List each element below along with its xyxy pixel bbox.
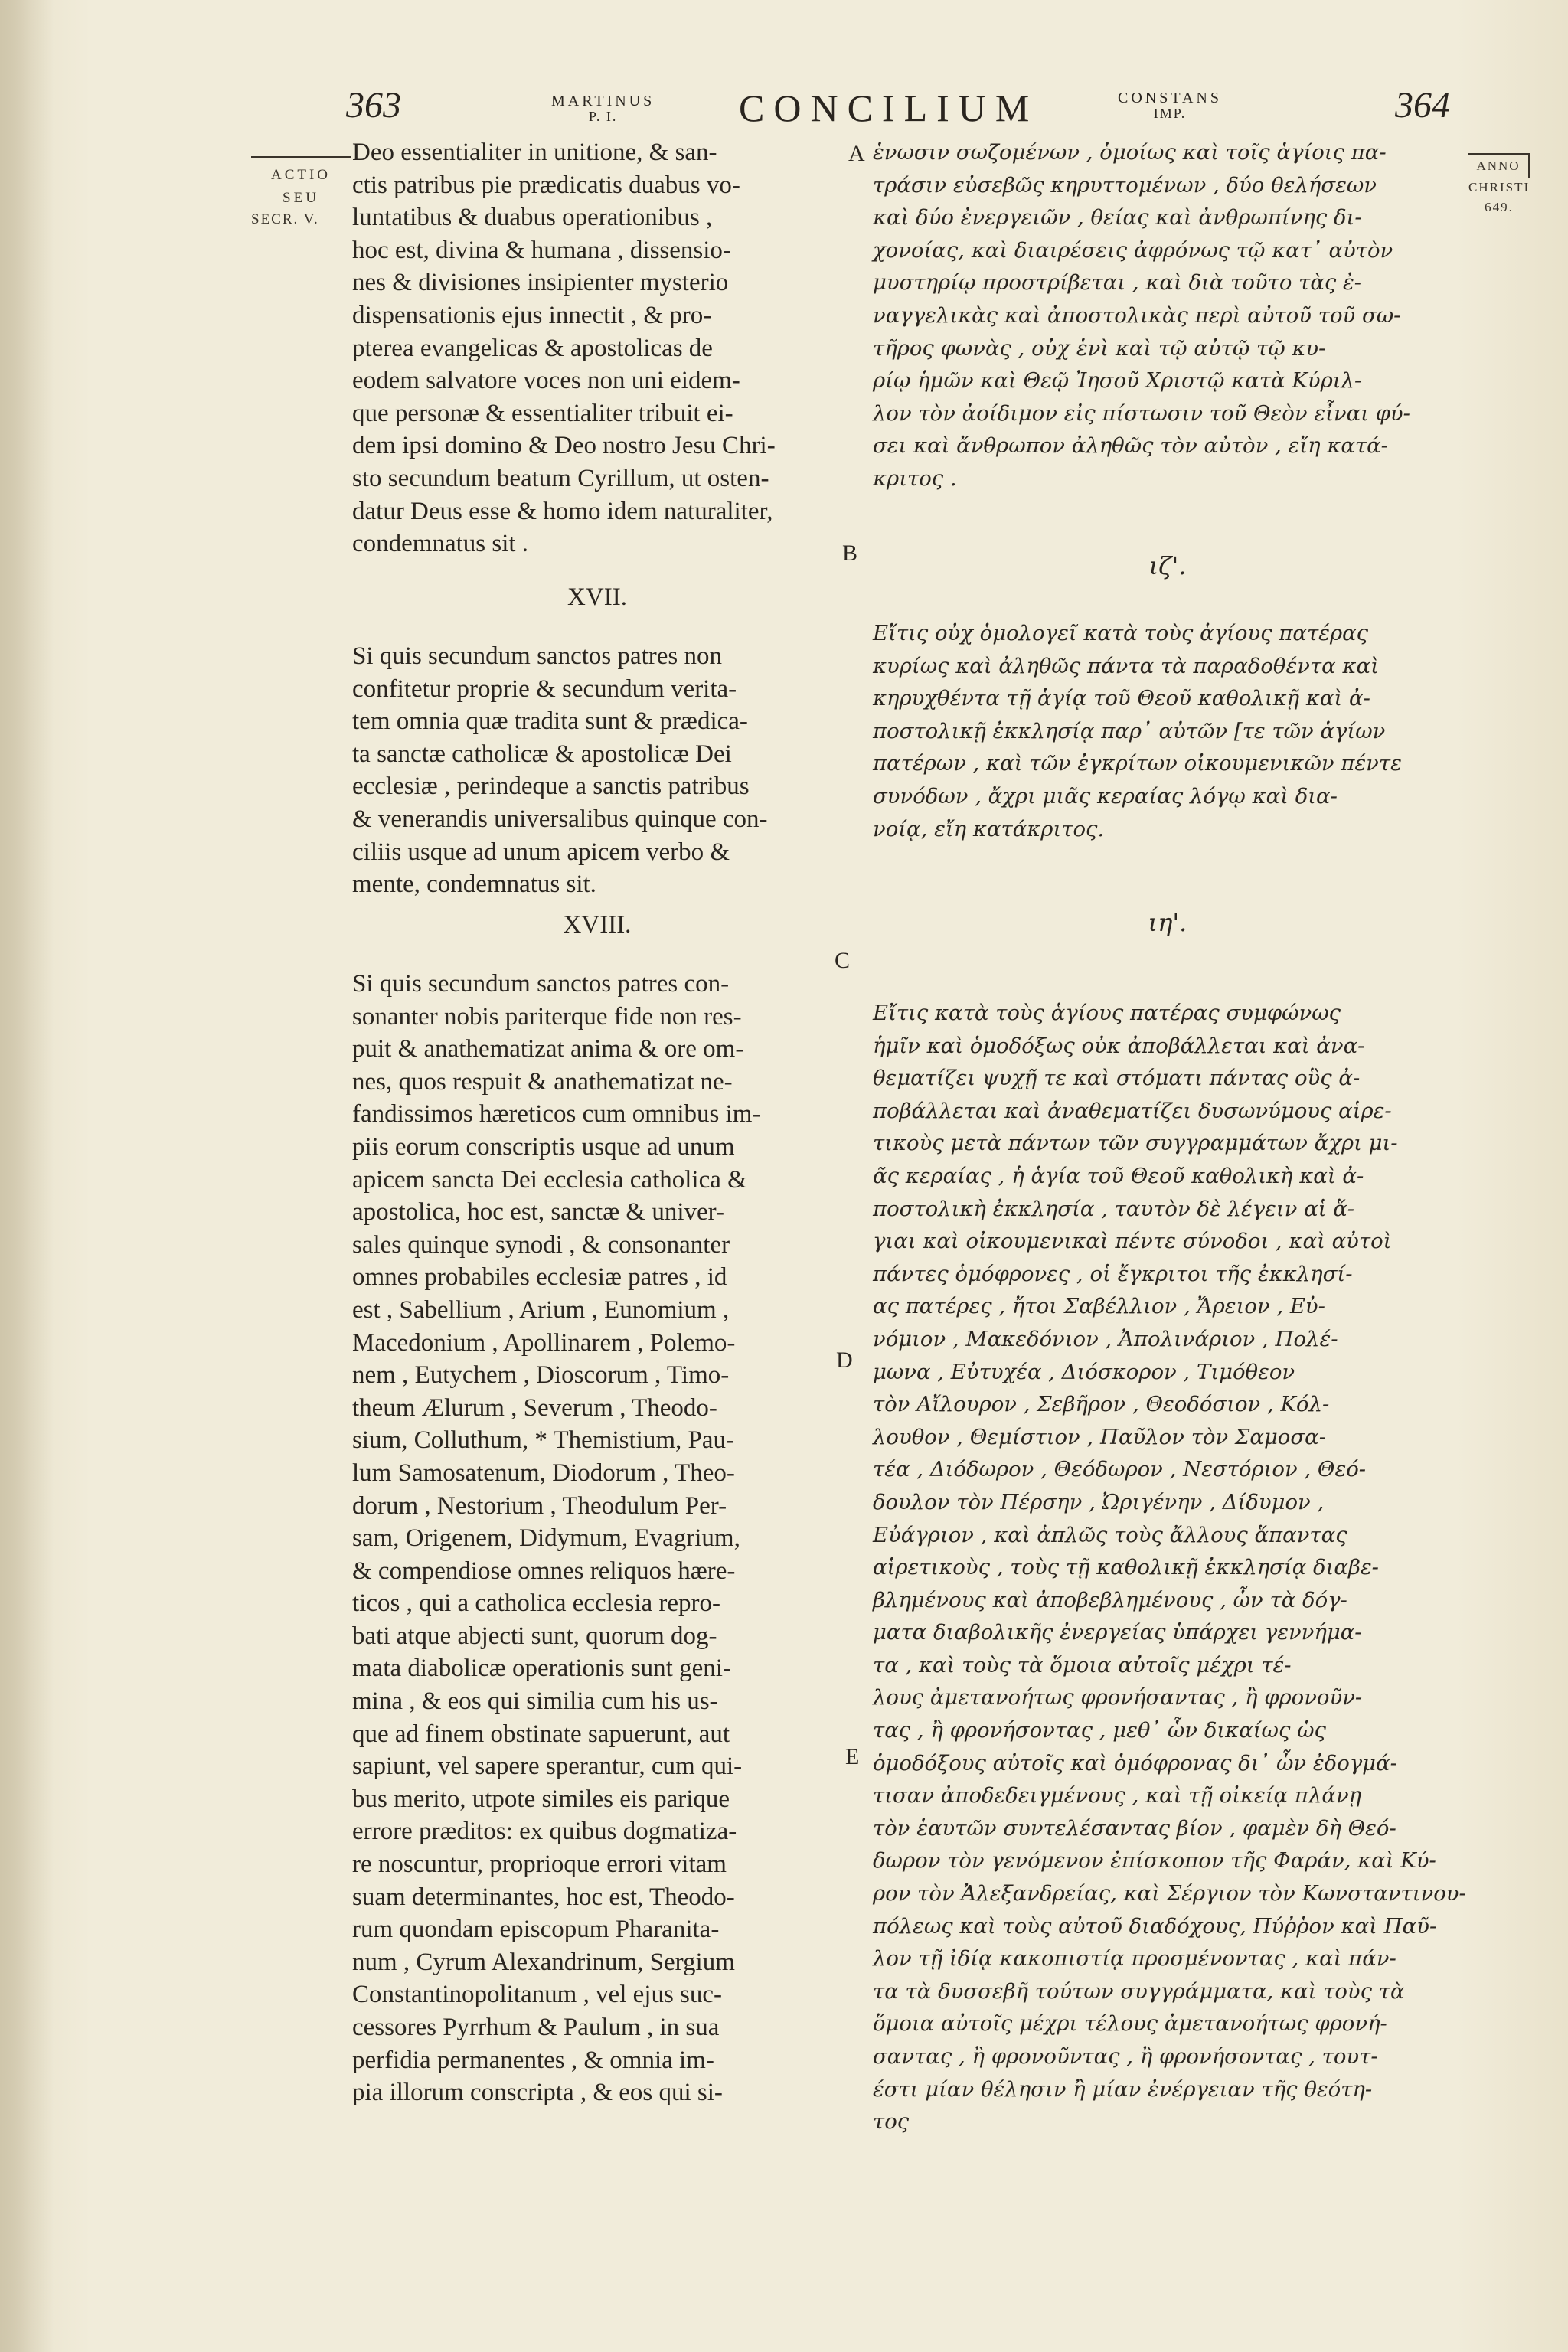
text-line: σει καὶ ἄνθρωπον ἀληθῶς τὸν αὐτὸν , εἴη κατά- xyxy=(873,433,1388,459)
text-line: τισαν ἀποδεδειγμένους , καὶ τῇ οἰκείᾳ πλάνῃ xyxy=(873,1783,1362,1808)
text-line: apostolica, hoc est, sanctæ & univer- xyxy=(352,1198,724,1227)
text-line: δουλον τὸν Πέρσην , Ὠριγένην , Δίδυμον , xyxy=(873,1489,1325,1514)
text-line: suam determinantes, hoc est, Theodo- xyxy=(352,1883,735,1911)
text-line: κυρίως καὶ ἀληθῶς πάντα τὰ παραδοθέντα καὶ xyxy=(873,653,1379,678)
text-line: Εἴτις κατὰ τοὺς ἁγίους πατέρας συμφώνως xyxy=(873,1001,1341,1025)
text-line: que ad finem obstinate sapuerunt, aut xyxy=(352,1720,730,1748)
text-line: num , Cyrum Alexandrinum, Sergium xyxy=(352,1948,735,1976)
text-line: ποστολικὴ ἐκκλησία , ταυτὸν δὲ λέγειν αἱ ἅ- xyxy=(873,1196,1355,1221)
text-line: καὶ δύο ἐνεργειῶν , θείας καὶ ἀνθρωπίνης δι- xyxy=(873,205,1362,230)
text-line: datur Deus esse & homo idem naturaliter, xyxy=(352,497,773,525)
text-line: sto secundum beatum Cyrillum, ut osten- xyxy=(352,464,769,492)
text-line: ὁμοδόξους αὐτοῖς καὶ ὁμόφρονας δι᾽ ὧν ἐδογμά- xyxy=(873,1750,1397,1775)
text-line: ναγγελικὰς καὶ ἀποστολικὰς περὶ αὐτοῦ τοῦ σω- xyxy=(873,302,1401,328)
text-line: sales quinque synodi , & consonanter xyxy=(352,1230,730,1259)
running-title: CONCILIUM xyxy=(739,87,1039,129)
text-line: rum quondam episcopum Pharanita- xyxy=(352,1916,720,1944)
text-line: dorum , Nestorium , Theodulum Per- xyxy=(352,1491,727,1520)
text-line: ἡμῖν καὶ ὁμοδόξως οὐκ ἀποβάλλεται καὶ ἀνα- xyxy=(873,1033,1365,1058)
text-line: τὸν Αἴλουρον , Σεβῆρον , Θεοδόσιον , Κόλ- xyxy=(873,1392,1330,1417)
text-line: Si quis secundum sanctos patres con- xyxy=(352,970,730,998)
text-line: nem , Eutychem , Dioscorum , Timo- xyxy=(352,1361,730,1390)
text-line: λον τὸν ἀοίδιμον εἰς πίστωσιν τοῦ Θεὸν εἶναι φύ- xyxy=(873,400,1410,426)
section-marker-d: D xyxy=(836,1348,853,1373)
text-line: pterea evangelicas & apostolicas de xyxy=(352,334,713,362)
text-line: πάντες ὁμόφρονες , οἱ ἔγκριτοι τῆς ἐκκλησί- xyxy=(873,1261,1353,1286)
latin-paragraph-18 xyxy=(352,968,842,2109)
text-line: mente, condemnatus sit. xyxy=(352,871,596,899)
margin-note-left-line1: ACTIO xyxy=(270,167,332,183)
running-head-left-line1: MARTINUS xyxy=(551,93,655,109)
text-line: κηρυχθέντα τῇ ἁγίᾳ τοῦ Θεοῦ καθολικῇ καὶ ἀ- xyxy=(873,686,1370,711)
text-line: nes & divisiones insipienter mysterio xyxy=(352,269,729,297)
text-line: & compendiose omnes reliquos hære- xyxy=(352,1557,736,1585)
text-line: ta sanctæ catholicæ & apostolicæ Dei xyxy=(352,740,732,768)
text-line: fandissimos hæreticos cum omnibus im- xyxy=(352,1100,761,1129)
latin-column-part3 xyxy=(352,968,842,2109)
greek-paragraph-17 xyxy=(873,617,1462,845)
text-line: eodem salvatore voces non uni eidem- xyxy=(352,367,740,395)
text-line: ctis patribus pie prædicatis duabus vo- xyxy=(352,171,740,199)
text-line: lum Samosatenum, Diodorum , Theo- xyxy=(352,1459,735,1487)
text-line: ecclesiæ , perindeque a sanctis patribus xyxy=(352,773,750,801)
latin-column-part2 xyxy=(352,640,842,901)
text-line: dispensationis ejus innectit , & pro- xyxy=(352,301,712,329)
text-line: errore præditos: ex quibus dogmatiza- xyxy=(352,1818,737,1846)
text-line: sam, Origenem, Didymum, Evagrium, xyxy=(352,1524,740,1553)
text-line: luntatibus & duabus operationibus , xyxy=(352,204,713,232)
margin-note-right-line3: 649. xyxy=(1485,200,1514,214)
text-line: sapiunt, vel sapere sperantur, cum qui- xyxy=(352,1753,743,1781)
text-line: Εὐάγριον , καὶ ἁπλῶς τοὺς ἄλλους ἅπαντας xyxy=(873,1522,1348,1547)
greek-paragraph-18 xyxy=(873,997,1466,2138)
greek-column-part3 xyxy=(873,997,1466,2138)
text-line: bati atque abjecti sunt, quorum dog- xyxy=(352,1622,717,1650)
text-line: ἑνωσιν σωζομένων , ὁμοίως καὶ τοῖς ἁγίοις πα- xyxy=(873,140,1387,165)
margin-note-right xyxy=(1468,153,1530,217)
text-line: sonanter nobis pariterque fide non res- xyxy=(352,1002,742,1031)
section-marker-e: E xyxy=(845,1744,860,1769)
text-line: λον τῇ ἰδίᾳ κακοπιστίᾳ προσμένοντας , καὶ πάν- xyxy=(873,1946,1396,1971)
text-line: ciliis usque ad unum apicem verbo & xyxy=(352,838,730,866)
text-line: puit & anathematizat anima & ore om- xyxy=(352,1035,744,1063)
text-line: omnes probabiles ecclesiæ patres , id xyxy=(352,1263,727,1292)
text-line: hoc est, divina & humana , dissensio- xyxy=(352,236,731,264)
running-head-right-line2: IMP. xyxy=(1153,106,1187,121)
running-head-right-line1: CONSTANS xyxy=(1118,90,1222,106)
text-line: condemnatus sit . xyxy=(352,530,529,558)
text-line: ρον τὸν Ἀλεξανδρείας, καὶ Σέργιον τὸν Κωνσταντινου- xyxy=(873,1881,1466,1906)
text-line: τικοὺς μετὰ πάντων τῶν συγγραμμάτων ἄχρι μι- xyxy=(873,1131,1398,1156)
text-line: νόμιον , Μακεδόνιον , Ἀπολινάριον , Πολέ- xyxy=(873,1326,1338,1351)
running-head-right xyxy=(1118,90,1222,121)
text-line: έστι μίαν θέλησιν ἢ μίαν ἐνέργειαν τῆς θεότη- xyxy=(873,2076,1373,2102)
section-marker-b: B xyxy=(842,541,858,566)
text-line: mina , & eos qui similia cum his us- xyxy=(352,1687,718,1716)
text-line: αἱρετικοὺς , τοὺς τῇ καθολικῇ ἐκκλησίᾳ διαβε- xyxy=(873,1555,1379,1580)
text-line: λους ἀμετανοήτως φρονήσαντας , ἢ φρονοῦν- xyxy=(873,1685,1363,1710)
page-number-left: 363 xyxy=(346,85,401,126)
running-head-left xyxy=(551,93,655,124)
text-line: Macedonium , Apollinarem , Polemo- xyxy=(352,1328,736,1357)
page-number-right: 364 xyxy=(1395,85,1450,126)
text-line: τῆρος φωνὰς , οὐχ ἑνὶ καὶ τῷ αὐτῷ τῷ κυ- xyxy=(873,335,1326,361)
text-line: δωρον τὸν γενόμενον ἐπίσκοπον τῆς Φαράν, καὶ Κύ- xyxy=(873,1848,1436,1873)
text-line: χονοίας, καὶ διαιρέσεις ἀφρόνως τῷ κατ᾽ αὐτὸν xyxy=(873,237,1393,263)
text-line: dem ipsi domino & Deo nostro Jesu Chri- xyxy=(352,432,776,460)
text-line: ρίῳ ἡμῶν καὶ Θεῷ Ἰησοῦ Χριστῷ κατὰ Κύριλ- xyxy=(873,368,1362,394)
text-line: τος xyxy=(873,2109,910,2135)
text-line: Εἴτις οὐχ ὁμολογεῖ κατὰ τοὺς ἁγίους πατέρας xyxy=(873,621,1369,645)
text-line: nes, quos respuit & anathematizat ne- xyxy=(352,1067,733,1096)
text-line: τας , ἢ φρονήσοντας , μεθ᾽ ὧν δικαίως ὡς xyxy=(873,1718,1326,1743)
text-line: tem omnia quæ tradita sunt & prædica- xyxy=(352,707,748,736)
latin-heading-18: XVIII. xyxy=(563,911,632,939)
text-line: πατέρων , καὶ τῶν ἐγκρίτων οἰκουμενικῶν πέντε xyxy=(873,751,1402,776)
text-line: συνόδων , ἄχρι μιᾶς κεραίας λόγῳ καὶ δια- xyxy=(873,783,1338,808)
text-line: κριτος . xyxy=(873,466,957,491)
text-line: ὅμοια αὐτοῖς μέχρι τέλους ἀμετανοήτως φρονή- xyxy=(873,2011,1387,2037)
text-line: ποβάλλεται καὶ ἀναθεματίζει δυσωνύμους αἱρε- xyxy=(873,1098,1392,1123)
text-line: mata diabolicæ operationis sunt geni- xyxy=(352,1655,731,1683)
text-line: ας πατέρες , ἤτοι Σαβέλλιον , Ἄρειον , Εὐ- xyxy=(873,1294,1325,1319)
text-line: μωνα , Εὐτυχέα , Διόσκορον , Τιμόθεον xyxy=(873,1359,1295,1384)
greek-paragraph-16 xyxy=(873,136,1462,495)
text-line: Deo essentialiter in unitione, & san- xyxy=(352,139,717,166)
greek-heading-17: ιζ'. xyxy=(1148,551,1187,580)
margin-note-left xyxy=(251,156,351,230)
margin-note-right-line2: CHRISTI xyxy=(1468,180,1530,194)
text-line: βλημένους καὶ ἀποβεβλημένους , ὧν τὰ δόγ- xyxy=(873,1587,1348,1612)
text-line: ᾶς κεραίας , ἡ ἁγία τοῦ Θεοῦ καθολικὴ καὶ ἀ- xyxy=(873,1163,1364,1188)
section-marker-c: C xyxy=(835,948,851,973)
text-line: νοίᾳ, εἴη κατάκριτος. xyxy=(873,816,1105,841)
text-line: Constantinopolitanum , vel ejus suc- xyxy=(352,1981,723,2009)
text-line: que personæ & essentialiter tribuit ei- xyxy=(352,399,733,427)
latin-paragraph-17 xyxy=(352,640,842,901)
text-line: theum Ælurum , Severum , Theodo- xyxy=(352,1393,717,1422)
latin-paragraph-16 xyxy=(352,136,842,560)
text-line: Si quis secundum sanctos patres non xyxy=(352,642,723,670)
text-line: τα , καὶ τοὺς τὰ ὅμοια αὐτοῖς μέχρι τέ- xyxy=(873,1652,1292,1677)
text-line: bus merito, utpote similes eis parique xyxy=(352,1785,730,1813)
greek-column-part2 xyxy=(873,617,1462,845)
margin-note-left-line3: SECR. V. xyxy=(251,211,319,227)
text-line: τράσιν εὐσεβῶς κηρυττομένων , δύο θελήσεων xyxy=(873,172,1377,198)
text-line: sium, Colluthum, * Themistium, Pau- xyxy=(352,1426,734,1455)
text-line: re noscuntur, proprioque errori vitam xyxy=(352,1851,727,1879)
text-line: perfidia permanentes , & omnia im- xyxy=(352,2046,714,2074)
gutter-shadow xyxy=(0,0,54,2352)
text-line: ματα διαβολικῆς ἐνεργείας ὑπάρχει γεννήμα- xyxy=(873,1620,1362,1645)
margin-note-right-line1: ANNO xyxy=(1468,153,1530,178)
greek-column xyxy=(873,136,1462,495)
text-line: cessores Pyrrhum & Paulum , in sua xyxy=(352,2014,720,2041)
text-line: pia illorum conscripta , & eos qui si- xyxy=(352,2079,723,2107)
text-line: ticos , qui a catholica ecclesia repro- xyxy=(352,1589,721,1618)
greek-heading-18: ιη'. xyxy=(1148,908,1187,937)
text-line: ποστολικῇ ἐκκλησίᾳ παρ᾽ αὐτῶν [τε τῶν ἁγίων xyxy=(873,718,1386,743)
text-line: μυστηρίῳ προστρίβεται , καὶ διὰ τοῦτο τὰς ἐ- xyxy=(873,270,1362,296)
text-line: apicem sancta Dei ecclesia catholica & xyxy=(352,1165,747,1194)
text-line: est , Sabellium , Arium , Eunomium , xyxy=(352,1295,730,1324)
latin-column xyxy=(352,136,842,560)
text-line: λουθον , Θεμίστιον , Παῦλον τὸν Σαμοσα- xyxy=(873,1424,1327,1449)
margin-note-left-line2: SEU xyxy=(283,190,319,206)
text-line: τέα , Διόδωρον , Θεόδωρον , Νεστόριον , Θεό- xyxy=(873,1457,1367,1482)
text-line: τα τὰ δυσσεβῆ τούτων συγγράμματα, καὶ τοὺς τὰ xyxy=(873,1978,1405,2004)
text-line: τὸν ἑαυτῶν συντελέσαντας βίον , φαμὲν δὴ Θεό- xyxy=(873,1815,1396,1841)
section-marker-a: A xyxy=(848,141,865,166)
text-line: piis eorum conscriptis usque ad unum xyxy=(352,1132,735,1161)
text-line: θεματίζει ψυχῇ τε καὶ στόματι πάντας οὓς ἀ- xyxy=(873,1066,1361,1091)
text-line: σαντας , ἢ φρονοῦντας , ἢ φρονήσοντας , τουτ- xyxy=(873,2044,1378,2069)
text-line: confitetur proprie & secundum verita- xyxy=(352,675,737,703)
text-line: γιαι καὶ οἰκουμενικαὶ πέντε σύνοδοι , καὶ αὐτοὶ xyxy=(873,1229,1392,1254)
running-head-left-line2: P. I. xyxy=(588,109,618,124)
latin-heading-17: XVII. xyxy=(567,583,627,611)
text-line: & venerandis universalibus quinque con- xyxy=(352,805,768,833)
text-line: πόλεως καὶ τοὺς αὐτοῦ διαδόχους, Πύῤῥον καὶ Παῦ- xyxy=(873,1913,1437,1939)
